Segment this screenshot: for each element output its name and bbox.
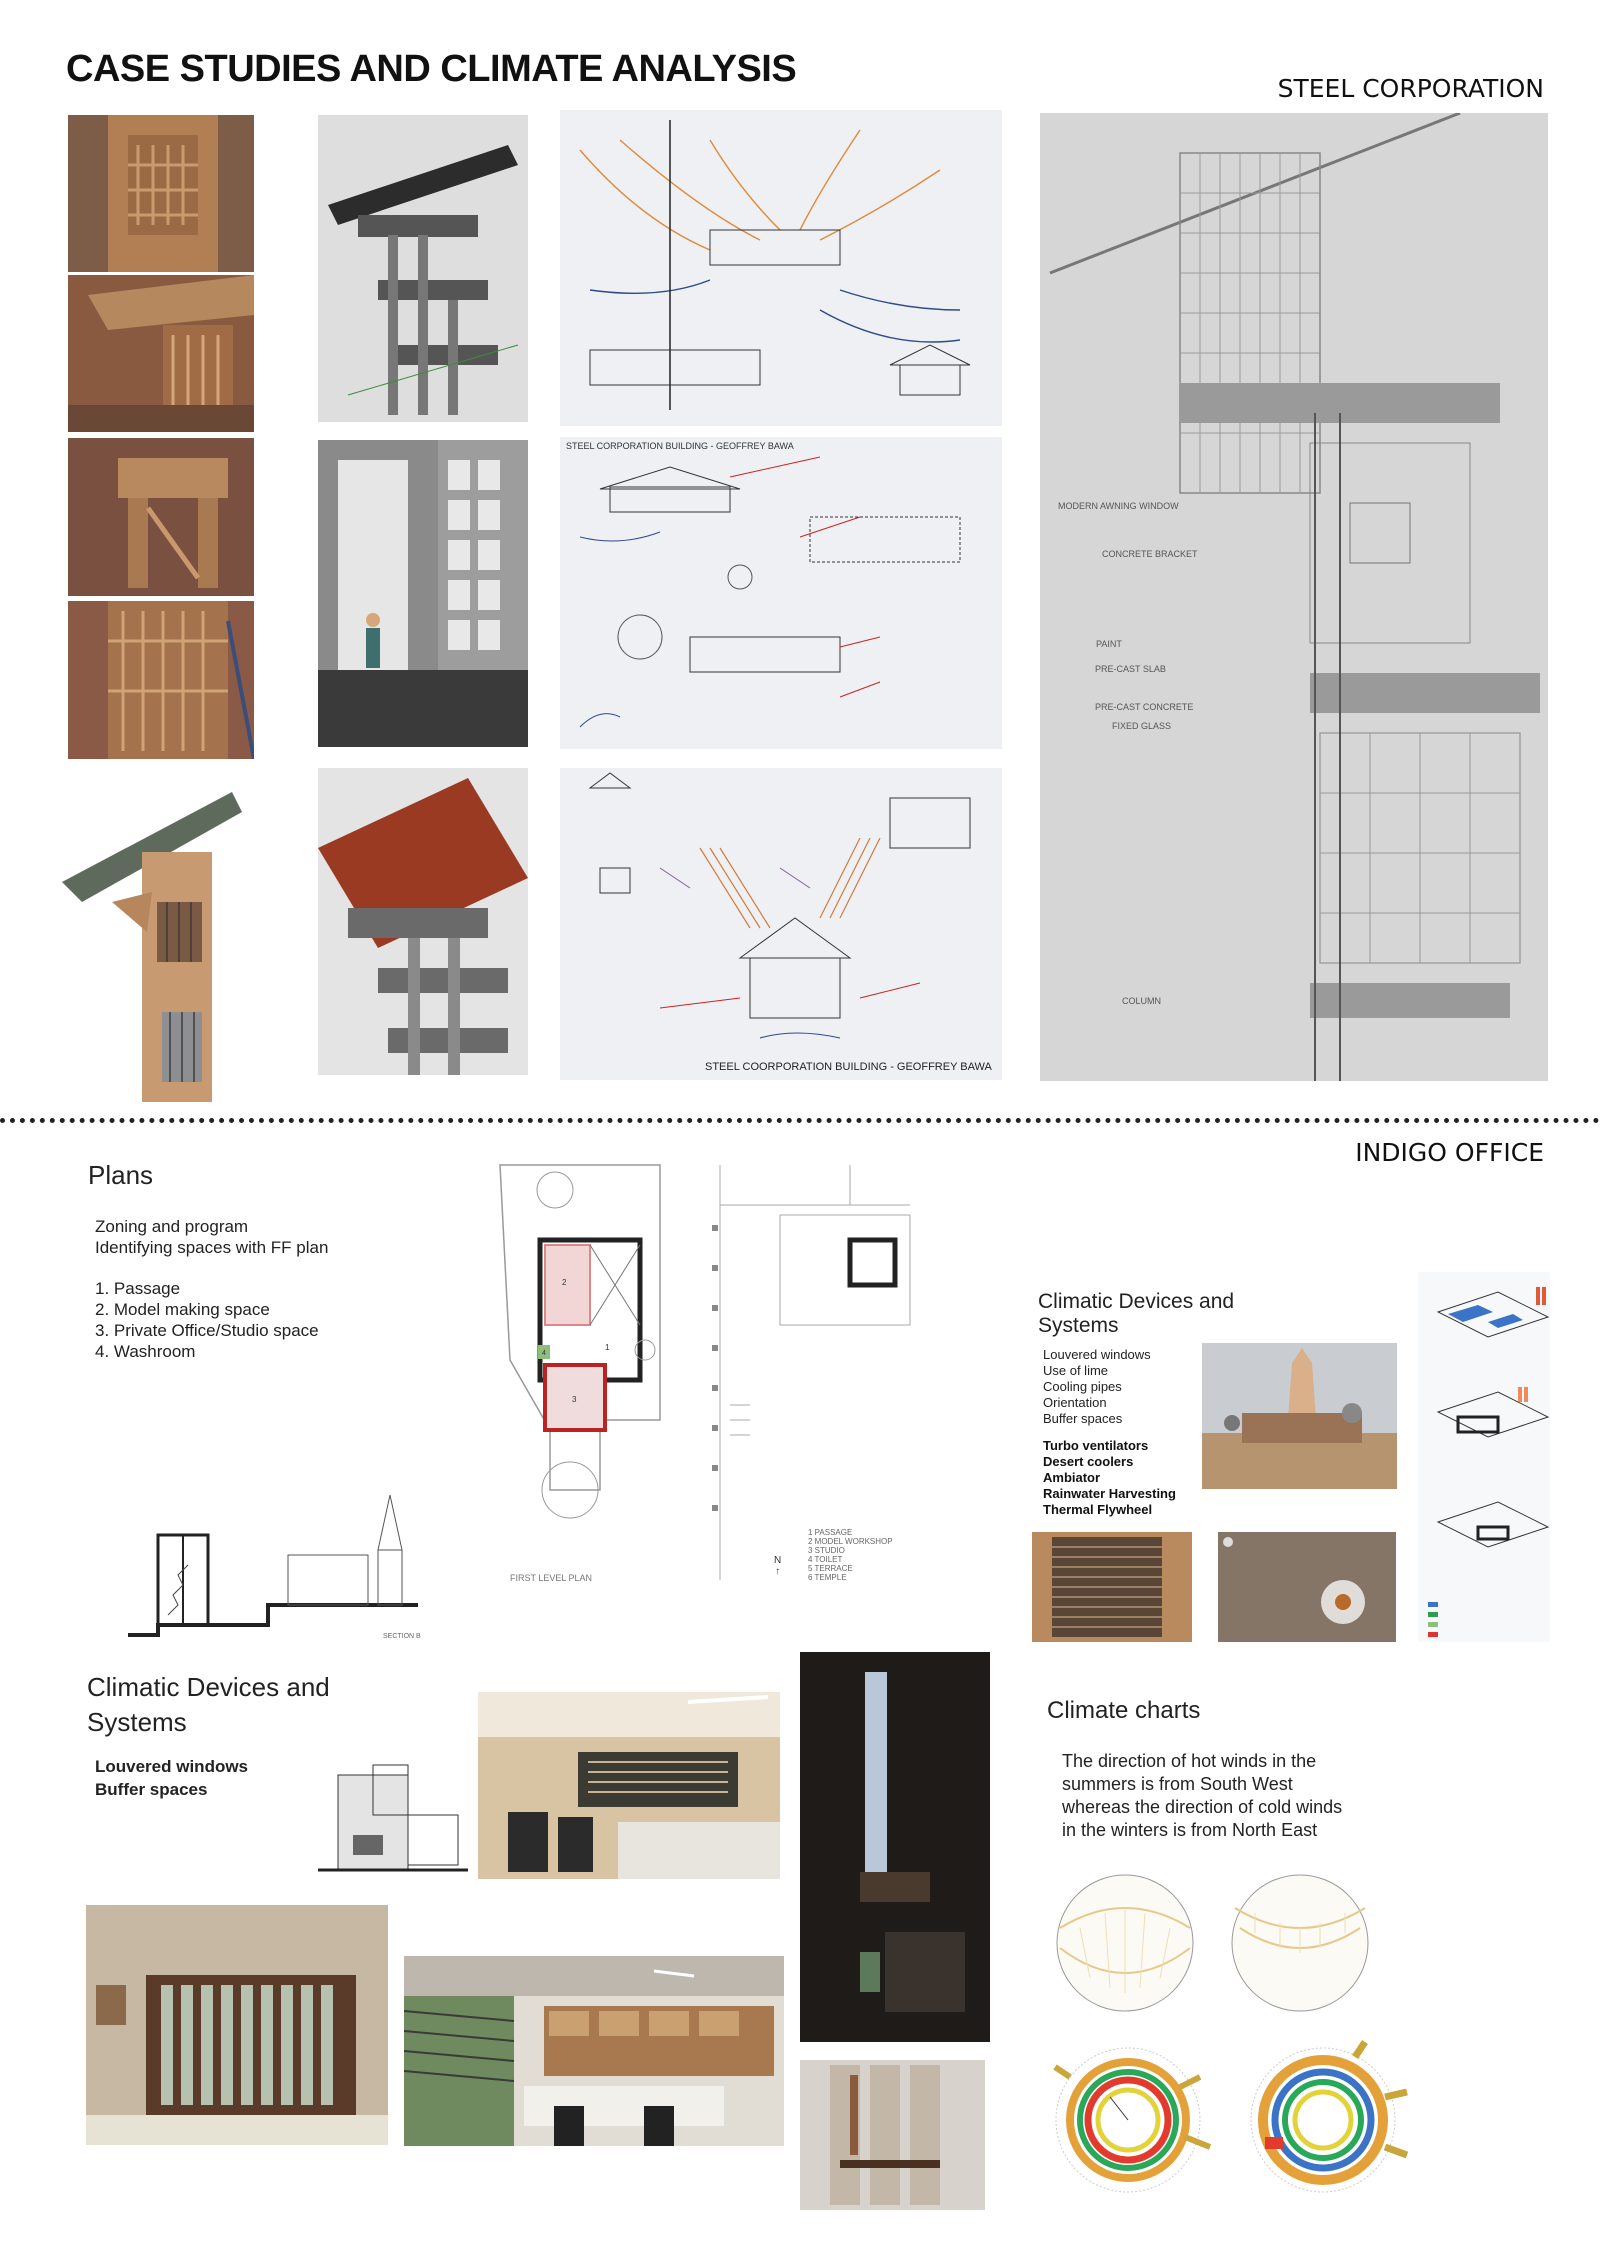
- slit-window-photo: [800, 1652, 990, 2042]
- climatic-left-heading: [87, 1670, 330, 1740]
- climate-charts-heading: Climate charts: [1047, 1697, 1201, 1724]
- section-label-steel: STEEL CORPORATION: [1277, 74, 1544, 103]
- legend-item-3: 3 STUDIO: [808, 1546, 845, 1555]
- climatic-right-item: Buffer spaces: [1043, 1411, 1123, 1426]
- climatic-right-bold-item: Rainwater Harvesting: [1043, 1486, 1176, 1501]
- north-arrow-icon: ↑: [775, 1566, 781, 1577]
- climate-text-line: summers is from South West: [1062, 1774, 1293, 1794]
- legend-item-5: 5 TERRACE: [808, 1564, 853, 1573]
- climatic-right-item: Use of lime: [1043, 1363, 1109, 1378]
- detail-label-3: PAINT: [1096, 639, 1122, 649]
- wind-rose-1: [1040, 2037, 1223, 2207]
- detail-drawing: [1040, 113, 1548, 1081]
- climatic-right-list: [1043, 1347, 1176, 1518]
- site-plan-legend: [808, 1528, 893, 1582]
- 3d-model-2: [318, 440, 528, 747]
- climate-text-line: in the winters is from North East: [1062, 1820, 1318, 1840]
- plans-heading: Plans: [88, 1160, 154, 1190]
- svg-text:4: 4: [542, 1350, 546, 1357]
- ceiling-photo: [1218, 1532, 1396, 1642]
- climatic-right-item: Cooling pipes: [1043, 1379, 1122, 1394]
- large-window-photo: [86, 1905, 388, 2145]
- climatic-left-item: Buffer spaces: [95, 1780, 208, 1799]
- 3d-model-3: [318, 768, 528, 1075]
- studio-interior-photo: [478, 1692, 780, 1879]
- detail-label-2: CONCRETE BRACKET: [1102, 549, 1198, 559]
- climatic-left-heading-2: Systems: [87, 1707, 187, 1737]
- louvre-photo: [1032, 1532, 1192, 1642]
- plans-item-4: 4. Washroom: [95, 1342, 196, 1361]
- north-label: N: [774, 1555, 782, 1566]
- climatic-right-item: Orientation: [1043, 1395, 1107, 1410]
- climate-sketch-3: [560, 768, 1002, 1080]
- climate-sketch-2: [560, 437, 1002, 749]
- sketch2-title: STEEL CORPORATION BUILDING - GEOFFREY BAWA: [566, 441, 794, 451]
- detail-label-5: PRE-CAST CONCRETE: [1095, 702, 1194, 712]
- climatic-right-heading-1: Climatic Devices and: [1038, 1290, 1235, 1313]
- model-photo-4: [68, 601, 254, 759]
- section-label: SECTION B: [383, 1633, 421, 1640]
- sun-path-diagram-2: [1225, 1868, 1375, 2018]
- svg-text:2: 2: [562, 1278, 567, 1287]
- svg-text:3: 3: [572, 1395, 577, 1404]
- section-drawing: [128, 1485, 428, 1645]
- climatic-left-heading-1: Climatic Devices and: [87, 1672, 330, 1702]
- legend-item-1: 1 PASSAGE: [808, 1528, 853, 1537]
- section-sketch: [318, 1755, 468, 1877]
- climatic-right-heading-2: Systems: [1038, 1314, 1119, 1337]
- plans-intro-2: Identifying spaces with FF plan: [95, 1238, 329, 1257]
- page-title: CASE STUDIES AND CLIMATE ANALYSIS: [66, 48, 797, 90]
- plans-item-2: 2. Model making space: [95, 1300, 270, 1319]
- climate-sketch-1: [560, 110, 1002, 426]
- detail-label-7: COLUMN: [1122, 996, 1162, 1006]
- site-plan: [710, 1165, 920, 1580]
- 3d-model-1: [318, 115, 528, 422]
- climatic-left-item: Louvered windows: [95, 1757, 249, 1776]
- svg-text:1: 1: [605, 1343, 610, 1352]
- plans-item-3: 3. Private Office/Studio space: [95, 1321, 319, 1340]
- model-photo-1: [68, 115, 254, 272]
- detail-label-6: FIXED GLASS: [1112, 721, 1172, 731]
- north-arrow: [774, 1555, 781, 1577]
- climatic-right-bold-item: Thermal Flywheel: [1043, 1502, 1153, 1517]
- detail-label-1: MODERN AWNING WINDOW: [1058, 501, 1179, 511]
- section-label-indigo: INDIGO OFFICE: [1355, 1138, 1544, 1167]
- first-level-plan: [490, 1160, 670, 1580]
- climatic-left-list: [95, 1755, 248, 1801]
- legend-item-4: 4 TOILET: [808, 1555, 843, 1564]
- legend-item-6: 6 TEMPLE: [808, 1573, 847, 1582]
- climatic-right-bold-item: Desert coolers: [1043, 1454, 1134, 1469]
- first-level-plan-label: FIRST LEVEL PLAN: [510, 1573, 593, 1583]
- model-photo-2: [68, 275, 254, 432]
- office-library-photo: [404, 1956, 784, 2146]
- climate-text-line: whereas the direction of cold winds: [1062, 1797, 1343, 1817]
- plans-intro-1: Zoning and program: [95, 1217, 249, 1236]
- sketch3-caption: STEEL COORPORATION BUILDING - GEOFFREY BAWA: [705, 1061, 992, 1073]
- door-louvre-photo: [800, 2060, 985, 2210]
- legend-item-2: 2 MODEL WORKSHOP: [808, 1537, 893, 1546]
- roof-photo: [1202, 1343, 1397, 1489]
- wind-rose-2: [1235, 2037, 1418, 2207]
- model-photo-5: [52, 792, 262, 1112]
- axonometric-diagram: [1418, 1272, 1550, 1642]
- climatic-right-item: Louvered windows: [1043, 1347, 1151, 1362]
- plans-item-1: 1. Passage: [95, 1279, 181, 1298]
- detail-label-4: PRE-CAST SLAB: [1095, 664, 1166, 674]
- climatic-right-bold-item: Ambiator: [1043, 1470, 1101, 1485]
- climatic-right-heading: [1038, 1290, 1234, 1338]
- climate-charts-text: [1062, 1750, 1342, 1842]
- model-photo-3: [68, 438, 254, 596]
- section-divider: [0, 1118, 1600, 1123]
- sun-path-diagram-1: [1050, 1868, 1200, 2018]
- climatic-right-bold-item: Turbo ventilators: [1043, 1438, 1149, 1453]
- climate-text-line: The direction of hot winds in the: [1062, 1751, 1317, 1771]
